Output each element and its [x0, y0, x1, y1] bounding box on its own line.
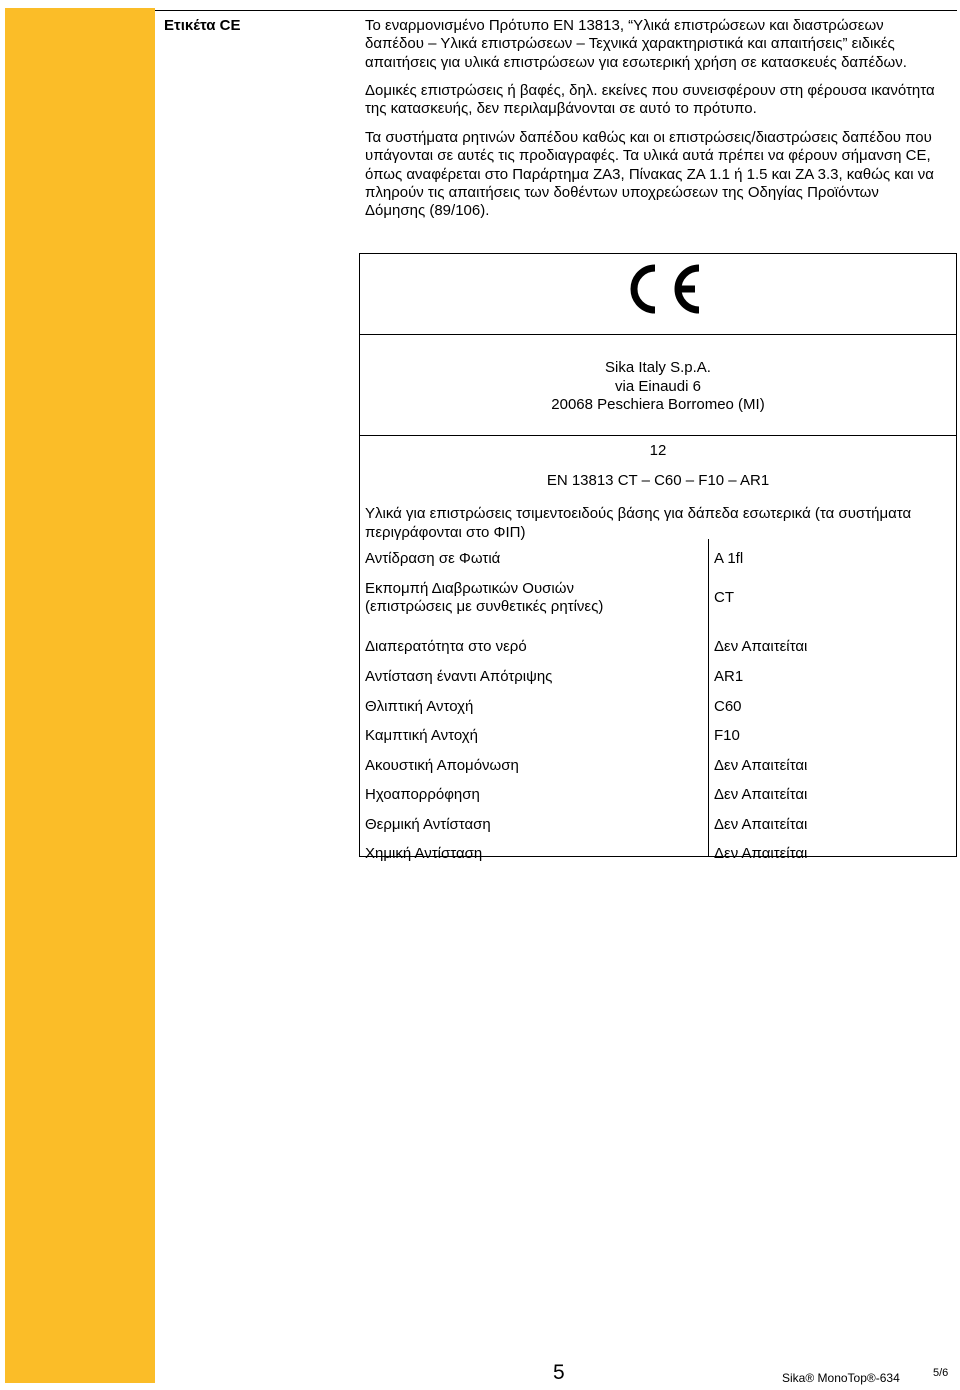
standard-code: EN 13813 CT – C60 – F10 – AR1 — [546, 472, 770, 489]
ce-label-box — [359, 253, 957, 862]
property-value: CT — [714, 589, 734, 606]
paragraph-standard: Το εναρμονισμένο Πρότυπο EN 13813, “Υλικά επιστρώσεων και διαστρώσεων δαπέδου – Υλικά επιστρώσεων – Τεχνικά χαρακτηριστικά και απαιτήσεις” ειδικές απαιτήσεις για υλικά επιστρώσεων για εσωτερική χρήση σε κατασκευές δαπέδων. — [365, 17, 907, 71]
property-value: C60 — [714, 698, 742, 715]
property-value: AR1 — [714, 668, 744, 685]
property-name: Χημική Αντίσταση — [365, 845, 483, 862]
property-value: Δεν Απαιτείται — [714, 786, 808, 803]
property-name: Ακουστική Απομόνωση — [365, 757, 519, 774]
footer-page-number: 5 — [553, 1361, 565, 1384]
manufacturer-divider — [360, 435, 956, 436]
column-divider — [708, 539, 709, 857]
property-value: Δεν Απαιτείται — [714, 757, 808, 774]
property-name: Αντίδραση σε Φωτιά — [365, 550, 501, 567]
header-rule — [155, 10, 957, 11]
manufacturer-block — [360, 359, 956, 415]
company-name: Sika Italy S.p.A. — [605, 359, 711, 376]
property-value: Δεν Απαιτείται — [714, 845, 808, 862]
yellow-sidebar — [5, 8, 155, 1383]
property-value: Δεν Απαιτείται — [714, 638, 808, 655]
property-value: F10 — [714, 727, 740, 744]
company-city: 20068 Peschiera Borromeo (MI) — [551, 396, 765, 413]
property-name: Θλιπτική Αντοχή — [365, 698, 474, 715]
section-label: Ετικέτα CE — [164, 17, 241, 34]
footer-product-name: Sika® MonoTop®-634 — [782, 1371, 900, 1385]
property-name: Αντίσταση έναντι Απότριψης — [365, 668, 553, 685]
properties-table — [360, 539, 956, 862]
property-name: Θερμική Αντίσταση — [365, 816, 491, 833]
logo-divider — [360, 334, 956, 335]
paragraph-systems: Τα συστήματα ρητινών δαπέδου καθώς και οι επιστρώσεις/διαστρώσεις δαπέδου που υπάγονται σε αυτές τις προδιαγραφές. Τα υλικά αυτά πρέπει να φέρουν σήμανση CE, όπως αναφέρεται στο Παράρτημα ZA3, Πίνακας ZA 1.1 ή 1.5 και ZA 3.3, καθώς και να πληρούν τις απαιτήσεις των δοθέντων υποχρεώσεων της Οδηγίας Προϊόντων Δόμησης (89/106). — [365, 129, 934, 220]
property-name: Καμπτική Αντοχή — [365, 727, 479, 744]
property-name: Εκπομπή Διαβρωτικών Ουσιών (επιστρώσεις με συνθετικές ρητίνες) — [365, 580, 604, 615]
product-description: Υλικά για επιστρώσεις τσιμεντοειδούς βάσης για δάπεδα εσωτερικά (τα συστήματα περιγράφονται στο ΦΙΠ) — [365, 505, 912, 541]
company-street: via Einaudi 6 — [615, 377, 701, 395]
ce-mark-logo — [615, 262, 705, 316]
property-value: A 1fl — [714, 550, 744, 567]
footer-page-count: 5/6 — [933, 1367, 949, 1379]
paragraph-structural: Δομικές επιστρώσεις ή βαφές, δηλ. εκείνες που συνεισφέρουν στη φέρουσα ικανότητα της κατασκευής, δεν περιλαμβάνονται σε αυτό το πρότυπο. — [365, 82, 935, 118]
property-name: Διαπερατότητα στο νερό — [365, 638, 527, 655]
property-name: Ηχοαπορρόφηση — [365, 786, 480, 803]
year-marking: 12 — [649, 442, 667, 459]
property-value: Δεν Απαιτείται — [714, 816, 808, 833]
